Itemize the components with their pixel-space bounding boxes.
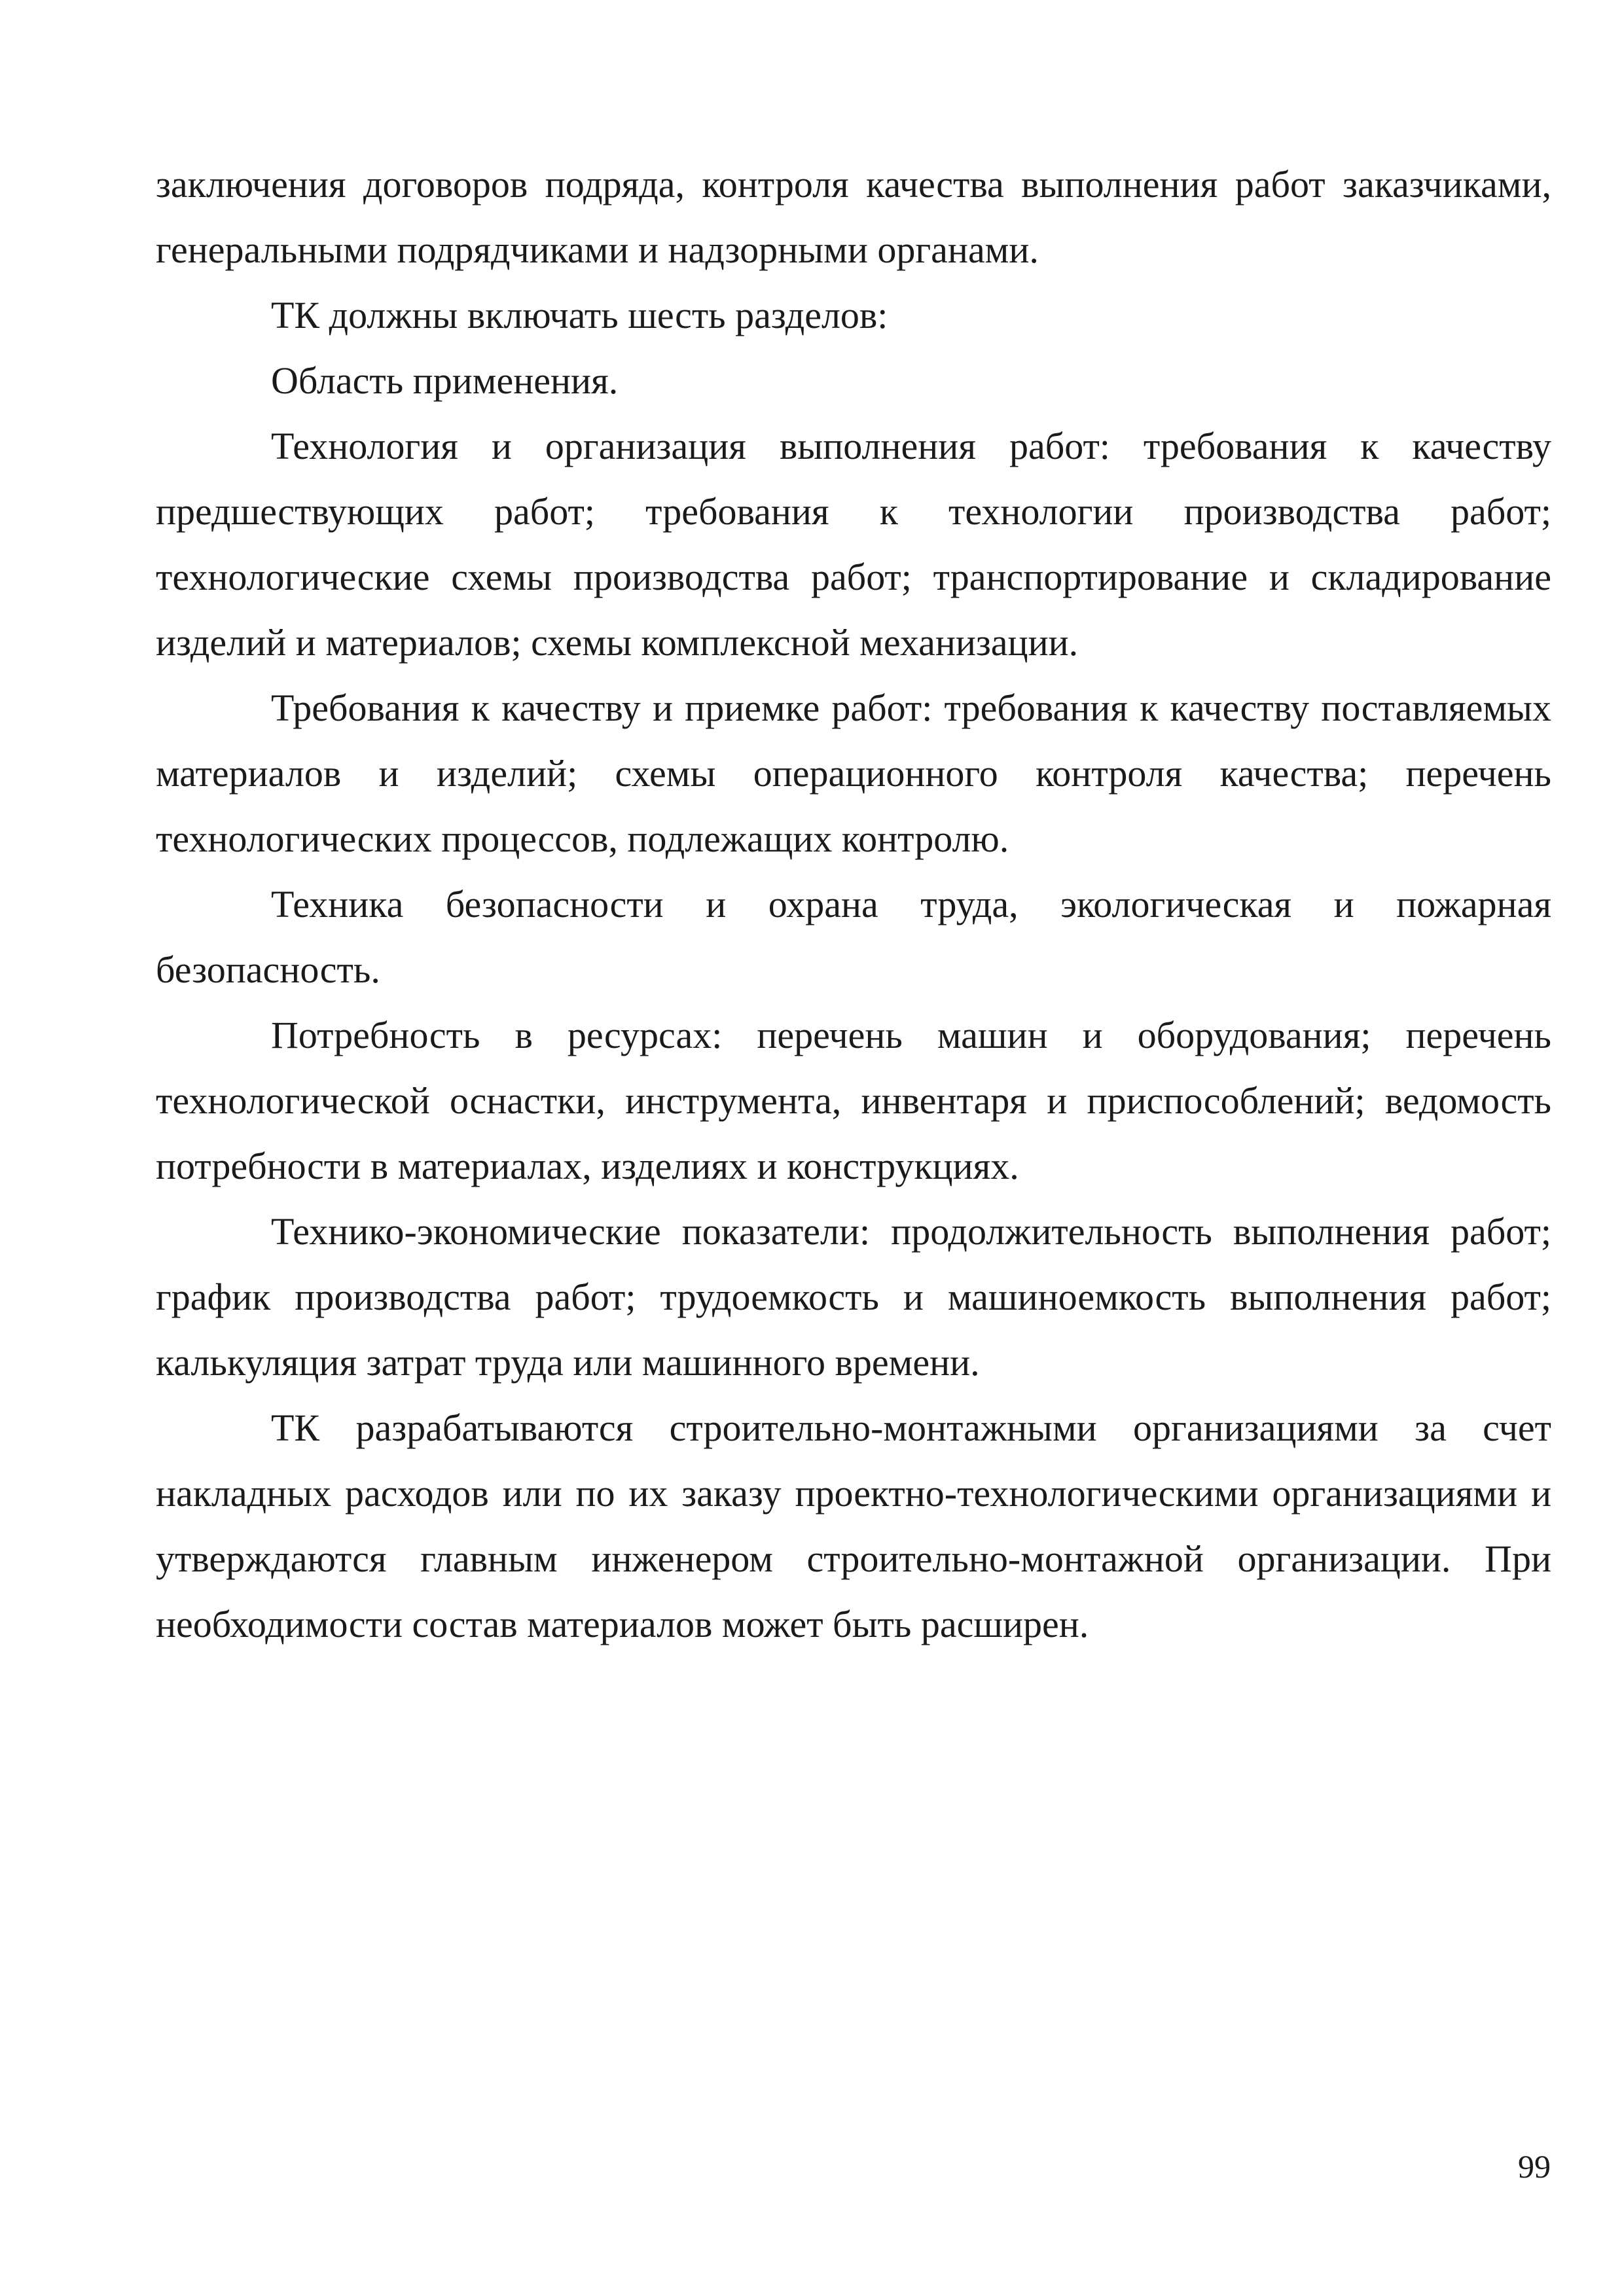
paragraph-scope: Область применения. [271, 359, 619, 402]
paragraph-development: ТК разрабатываются строительно-монтажными организациями за счет накладных расходов или по их заказу проектно-технологическими организациями и утверждаются главным инженером строительно-монтажной организации. При необходимости состав материалов может быть расширен. [156, 1407, 1551, 1645]
paragraph-quality: Требования к качеству и приемке работ: требования к качеству поставляемых материалов и изделий; схемы операционного контроля качества; перечень технологических процессов, подлежащих контролю. [156, 687, 1551, 860]
paragraph-safety: Техника безопасности и охрана труда, экологическая и пожарная безопасность. [156, 883, 1551, 991]
body-text [156, 152, 1551, 1657]
paragraph-technology: Технология и организация выполнения работ: требования к качеству предшествующих работ; требования к технологии производства работ; технологические схемы производства работ; транспортирование и складирование изделий и материалов; схемы комплексной механизации. [156, 425, 1551, 664]
paragraph-sections-intro: ТК должны включать шесть разделов: [271, 294, 888, 336]
paragraph-continuation: заключения договоров подряда, контроля качества выполнения работ заказчиками, генеральными подрядчиками и надзорными органами. [156, 163, 1551, 271]
paragraph-indicators: Технико-экономические показатели: продолжительность выполнения работ; график производства работ; трудоемкость и машиноемкость выполнения работ; калькуляция затрат труда или машинного времени. [156, 1210, 1551, 1384]
page-number: 99 [1518, 2148, 1551, 2185]
paragraph-resources: Потребность в ресурсах: перечень машин и оборудования; перечень технологической оснастки, инструмента, инвентаря и приспособлений; ведомость потребности в материалах, изделиях и конструкциях. [156, 1014, 1551, 1187]
